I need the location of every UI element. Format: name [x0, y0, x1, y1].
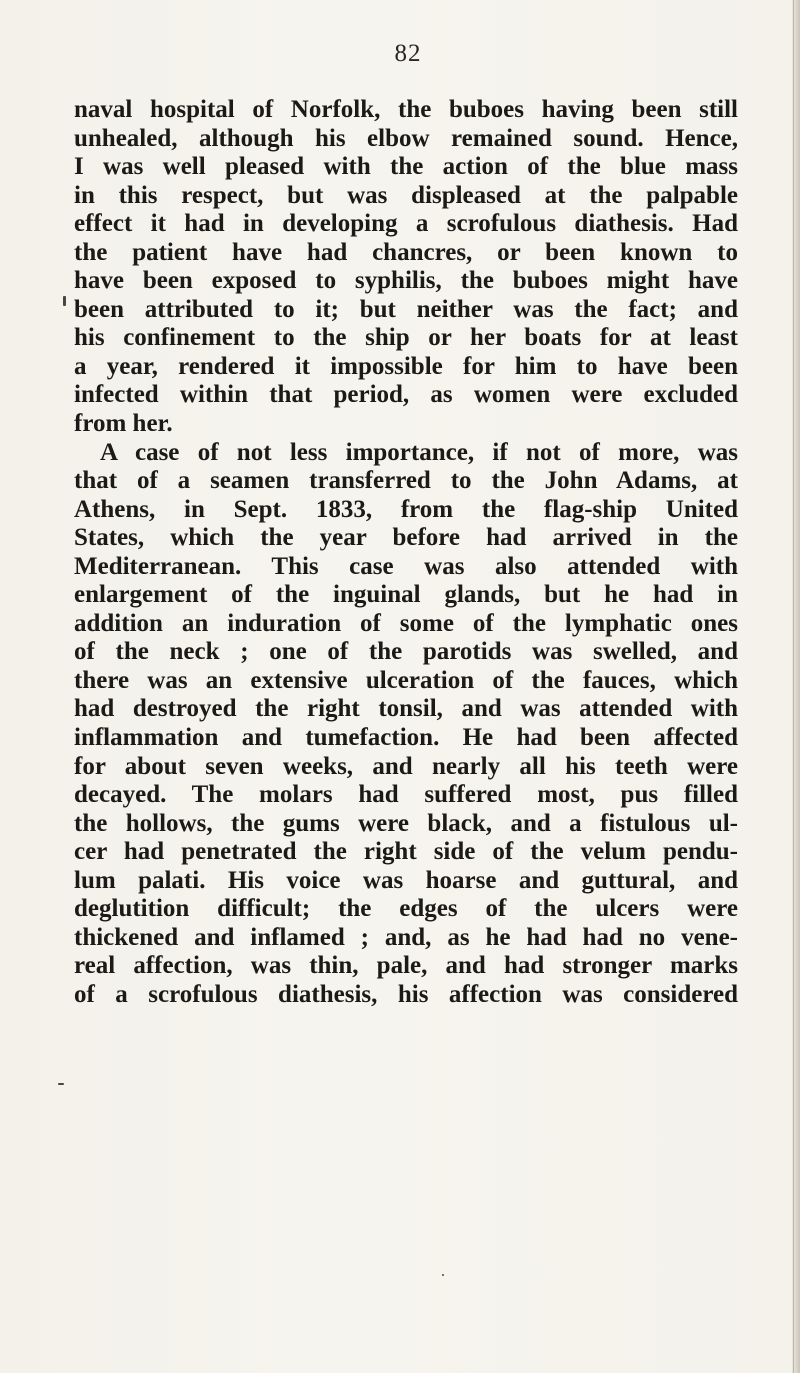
- text-line: that of a seamen transferred to the John Adams, at: [74, 467, 738, 495]
- text-line: for about seven weeks, and nearly all his teeth were: [74, 752, 738, 780]
- body-text: [74, 96, 738, 1010]
- text-line: in this respect, but was displeased at the palpable: [74, 181, 738, 209]
- text-line: effect it had in developing a scrofulous diathesis. Had: [74, 210, 738, 238]
- text-line: lum palati. His voice was hoarse and guttural, and: [74, 866, 738, 894]
- text-line: there was an extensive ulceration of the fauces, which: [74, 666, 738, 694]
- text-line: cer had penetrated the right side of the velum pendu-: [74, 838, 738, 866]
- text-line: the patient have had chancres, or been known to: [74, 238, 738, 266]
- text-line-paragraph-end: from her.: [74, 410, 173, 438]
- text-line: decayed. The molars had suffered most, pus filled: [74, 781, 738, 809]
- text-line: had destroyed the right tonsil, and was attended with: [74, 695, 738, 723]
- page-number: 82: [394, 40, 422, 67]
- text-line: of the neck ; one of the parotids was swelled, and: [74, 638, 738, 666]
- text-line: have been exposed to syphilis, the buboes might have: [74, 267, 738, 295]
- text-line-paragraph-start: A case of not less importance, if not of more, was: [100, 438, 738, 466]
- text-line: addition an induration of some of the lymphatic ones: [74, 609, 738, 637]
- text-line: deglutition difficult; the edges of the ulcers were: [74, 895, 738, 923]
- text-line: infected within that period, as women were excluded: [74, 381, 738, 409]
- text-line: a year, rendered it impossible for him to have been: [74, 352, 738, 380]
- text-line: Mediterranean. This case was also attended with: [74, 552, 738, 580]
- text-line: unhealed, although his elbow remained sound. Hence,: [74, 124, 738, 152]
- text-line: been attributed to it; but neither was the fact; and: [74, 295, 738, 323]
- ink-speck: [58, 1083, 64, 1085]
- text-line: thickened and inflamed ; and, as he had had no vene-: [74, 923, 738, 951]
- text-line: naval hospital of Norfolk, the buboes having been still: [74, 96, 738, 123]
- text-line: real affection, was thin, pale, and had stronger marks: [74, 952, 738, 980]
- text-line: States, which the year before had arrived in the: [74, 524, 738, 552]
- text-line: enlargement of the inguinal glands, but he had in: [74, 581, 738, 609]
- page-edge-rule: [793, 0, 794, 1373]
- text-line: his confinement to the ship or her boats for at least: [74, 324, 738, 352]
- text-line: I was well pleased with the action of the blue mass: [74, 153, 738, 181]
- ink-speck: [442, 1274, 444, 1276]
- text-line: of a scrofulous diathesis, his affection was considered: [74, 980, 738, 1008]
- ink-speck: [63, 296, 66, 306]
- text-line: the hollows, the gums were black, and a fistulous ul-: [74, 809, 738, 837]
- text-line: Athens, in Sept. 1833, from the flag-ship United: [74, 495, 738, 523]
- text-line: inflammation and tumefaction. He had been affected: [74, 724, 738, 752]
